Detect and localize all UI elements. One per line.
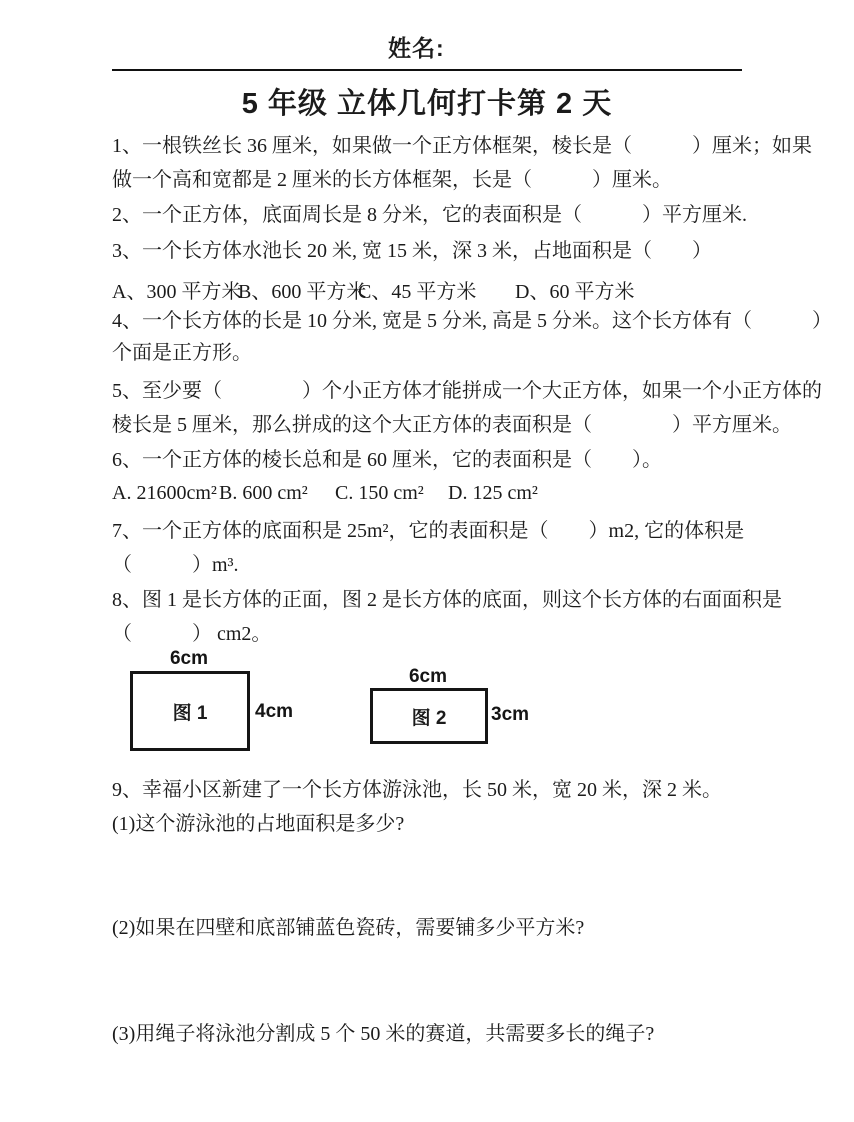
question-8-line-1: 8、图 1 是长方体的正面，图 2 是长方体的底面，则这个长方体的右面面积是 <box>112 589 782 611</box>
question-5-line-2: 棱长是 5 厘米，那么拼成的这个大正方体的表面积是（ ）平方厘米。 <box>112 414 792 436</box>
question-4-line-2: 个面是正方形。 <box>112 342 252 364</box>
question-7-line-2: （ ）m³. <box>112 554 239 576</box>
question-3-option-d: D、60 平方米 <box>515 281 635 303</box>
question-3-option-a: A、300 平方米 <box>112 281 242 303</box>
question-2: 2、一个正方体，底面周长是 8 分米，它的表面积是（ ）平方厘米. <box>112 204 747 226</box>
question-3-option-b: B、600 平方米 <box>238 281 367 303</box>
question-6-option-d: D. 125 cm² <box>448 482 538 504</box>
question-8-line-2: （ ） cm2。 <box>112 623 272 645</box>
question-7-line-1: 7、一个正方体的底面积是 25m²，它的表面积是（ ）m2, 它的体积是 <box>112 520 745 542</box>
question-6-options <box>112 482 772 506</box>
question-1-line-2: 做一个高和宽都是 2 厘米的长方体框架，长是（ ）厘米。 <box>112 169 672 191</box>
question-9-sub-2: (2)如果在四壁和底部铺蓝色瓷砖，需要铺多少平方米? <box>112 917 585 939</box>
figure-2-top-dimension: 6cm <box>408 666 448 687</box>
question-6-option-b: B. 600 cm² <box>219 482 308 504</box>
question-9-sub-3: (3)用绳子将泳池分割成 5 个 50 米的赛道，共需要多长的绳子? <box>112 1023 655 1045</box>
worksheet-title: 5 年级 立体几何打卡第 2 天 <box>241 88 613 120</box>
question-6-option-c: C. 150 cm² <box>335 482 424 504</box>
figure-2-caption: 图 2 <box>411 707 447 729</box>
figure-1-side-dimension: 4cm <box>255 701 294 722</box>
student-name-label: 姓名: <box>388 35 445 61</box>
figure-1-caption: 图 1 <box>172 702 208 724</box>
figure-1-rectangle <box>130 671 250 751</box>
question-4-line-1: 4、一个长方体的长是 10 分米, 宽是 5 分米, 高是 5 分米。这个长方体有（ ） <box>112 310 832 332</box>
question-5-line-1: 5、至少要（ ）个小正方体才能拼成一个大正方体，如果一个小正方体的 <box>112 380 822 402</box>
question-1-line-1: 1、一根铁丝长 36 厘米，如果做一个正方体框架，棱长是（ ）厘米；如果 <box>112 135 812 157</box>
question-9: 9、幸福小区新建了一个长方体游泳池，长 50 米，宽 20 米，深 2 米。 <box>112 779 722 801</box>
question-3: 3、一个长方体水池长 20 米, 宽 15 米，深 3 米，占地面积是（ ） <box>112 240 712 262</box>
figure-2-side-dimension: 3cm <box>491 704 530 725</box>
header-divider-line <box>112 69 742 71</box>
question-3-options <box>112 275 772 303</box>
question-6-option-a: A. 21600cm² <box>112 482 217 504</box>
question-3-option-c: C、45 平方米 <box>358 281 477 303</box>
question-6: 6、一个正方体的棱长总和是 60 厘米，它的表面积是（ ）。 <box>112 449 662 471</box>
figure-1-top-dimension: 6cm <box>169 648 209 669</box>
figure-2-rectangle <box>370 688 488 744</box>
question-9-sub-1: (1)这个游泳池的占地面积是多少? <box>112 813 405 835</box>
